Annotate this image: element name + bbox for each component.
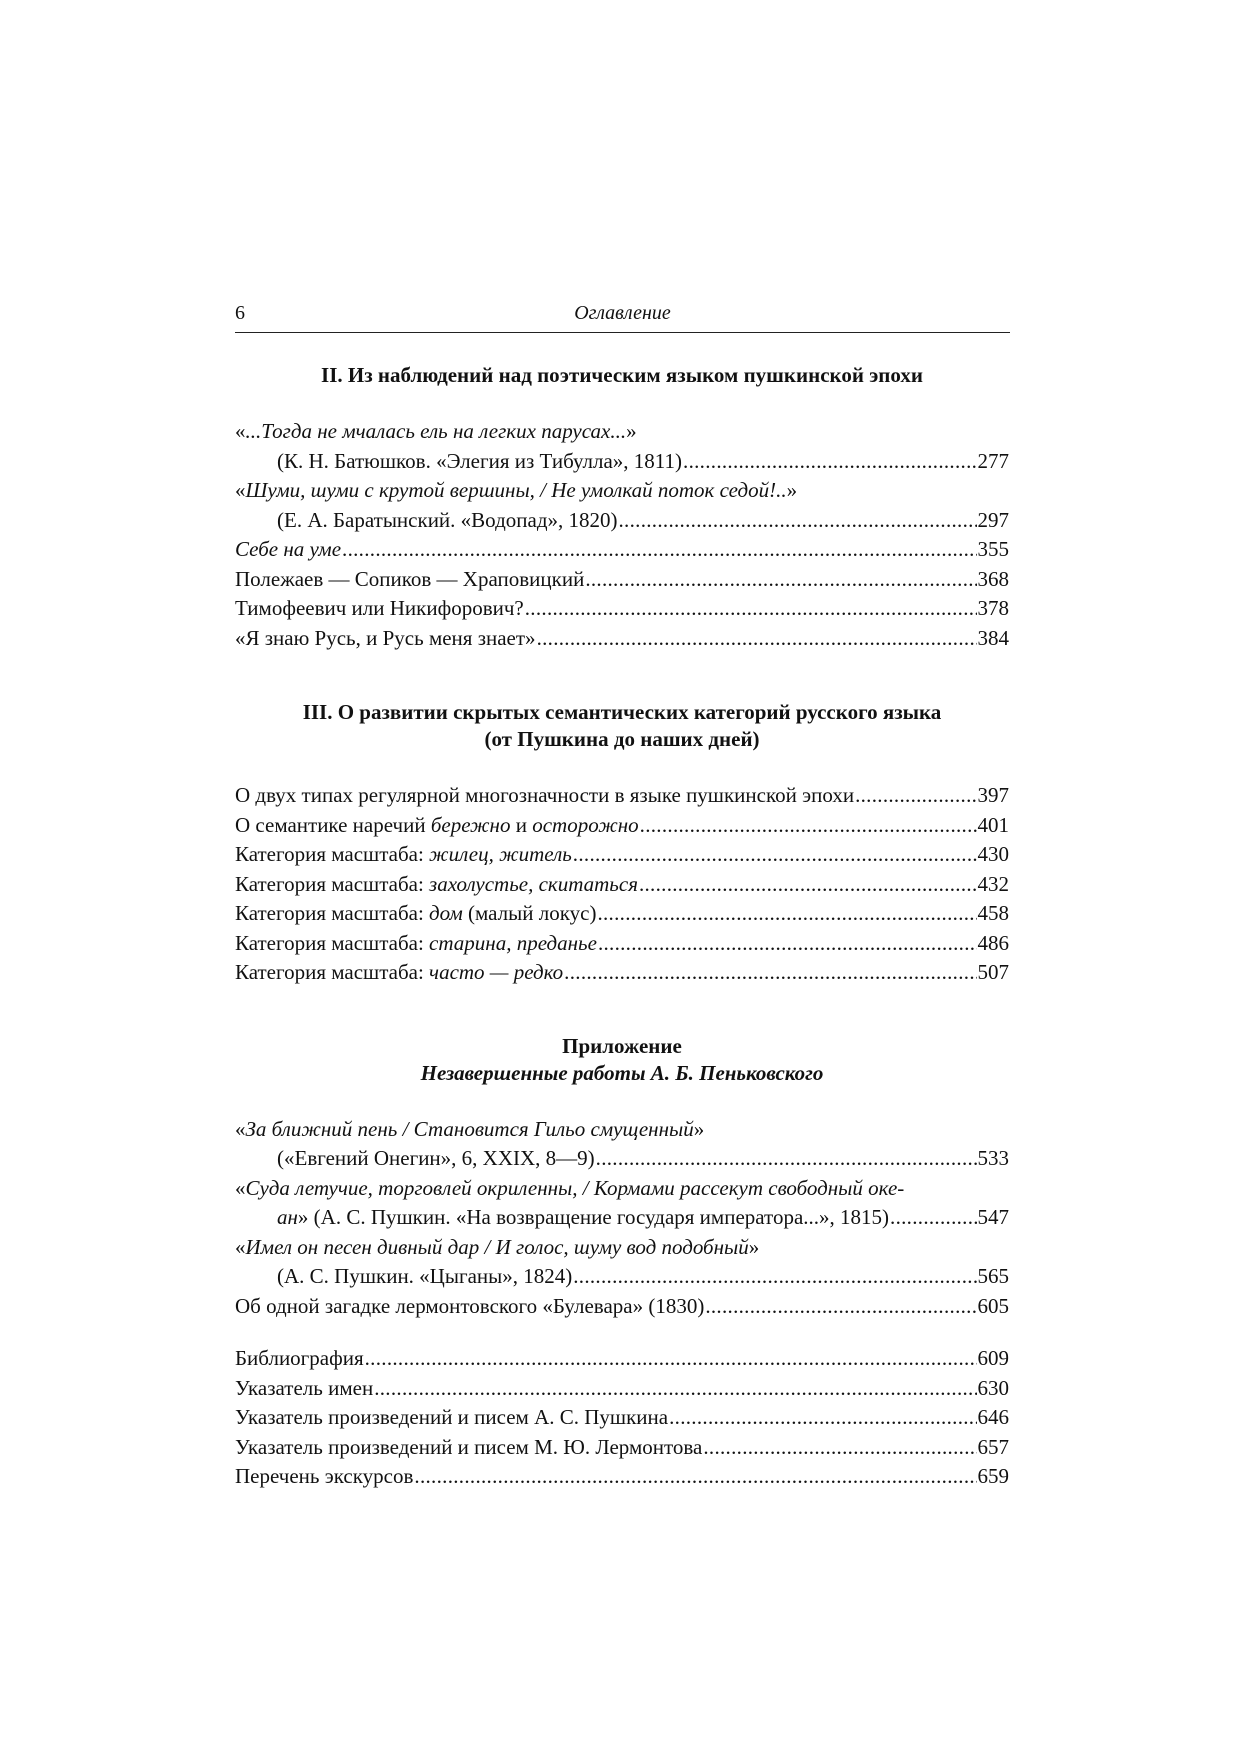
toc-entry[interactable]: Перечень экскурсов ..... 659 xyxy=(235,1462,1009,1492)
toc-entry-quote-line: «За ближний пень / Становится Гильо смущенный» xyxy=(235,1116,705,1141)
toc-entry-quote-line: «Суда летучие, торговлей окриленны, / Кормами рассекут свободный оке- xyxy=(235,1175,905,1200)
toc-entry[interactable]: Категория масштаба: жилец, житель ..... 430 xyxy=(235,840,1009,870)
leader-dots xyxy=(564,958,976,988)
toc-entry-quote-line: «Имел он песен дивный дар / И голос, шуму вод подобный» xyxy=(235,1234,760,1259)
page-ref: 368 xyxy=(977,566,1009,591)
toc-entry[interactable]: (К. Н. Батюшков. «Элегия из Тибулла», 1811) ..... 277 xyxy=(235,447,1009,477)
back-matter xyxy=(235,1344,1009,1492)
page-ref: 547 xyxy=(977,1205,1009,1229)
section-2 xyxy=(235,362,1009,653)
page-ref: 355 xyxy=(977,537,1009,561)
page-ref: 378 xyxy=(977,596,1009,620)
page-ref: 384 xyxy=(977,625,1009,650)
toc-entry[interactable]: Указатель имен ..... 630 xyxy=(235,1374,1009,1404)
page-ref: 397 xyxy=(977,783,1009,807)
section-2-title: II. Из наблюдений над поэтическим языком пушкинской эпохи xyxy=(321,363,923,387)
leader-dots xyxy=(683,447,976,477)
page-ref: 605 xyxy=(977,1293,1009,1318)
page-ref: 430 xyxy=(977,842,1009,866)
toc-entry[interactable]: Библиография ..... 609 xyxy=(235,1344,1009,1374)
toc-entry[interactable]: Указатель произведений и писем М. Ю. Лермонтова ..... 657 xyxy=(235,1433,1009,1463)
section-3 xyxy=(235,699,1009,988)
toc-entry[interactable]: «Я знаю Русь, и Русь меня знает» ..... 384 xyxy=(235,624,1009,654)
table-of-contents xyxy=(235,362,1009,1492)
leader-dots xyxy=(669,1403,976,1433)
section-2-entries xyxy=(235,417,1009,653)
appendix-entries xyxy=(235,1115,1009,1322)
page-ref: 533 xyxy=(977,1146,1009,1170)
leader-dots xyxy=(537,624,977,654)
running-head xyxy=(235,302,1010,333)
section-3-title: III. О развитии скрытых семантических категорий русского языка (от Пушкина до наших дней) xyxy=(302,700,942,751)
section-3-entries xyxy=(235,781,1009,988)
leader-dots xyxy=(374,1374,976,1404)
leader-dots xyxy=(639,870,977,900)
page-ref: 486 xyxy=(977,930,1009,955)
toc-entry[interactable]: О семантике наречий бережно и осторожно ..... 401 xyxy=(235,811,1009,841)
appendix-subtitle: Незавершенные работы А. Б. Пеньковского xyxy=(420,1060,824,1085)
toc-entry[interactable]: Об одной загадке лермонтовского «Булевара» (1830) ..... 605 xyxy=(235,1292,1009,1322)
leader-dots xyxy=(705,1292,976,1322)
running-title: Оглавление xyxy=(574,302,671,324)
page-ref: 646 xyxy=(977,1405,1009,1429)
toc-entry[interactable]: Категория масштаба: часто — редко ..... 507 xyxy=(235,958,1009,988)
leader-dots xyxy=(596,1144,977,1174)
toc-entry[interactable]: («Евгений Онегин», 6, XXIX, 8—9) ..... 533 xyxy=(235,1144,1009,1174)
toc-entry[interactable]: (Е. А. Баратынский. «Водопад», 1820) ..... 297 xyxy=(235,506,1009,536)
page-ref: 458 xyxy=(977,901,1009,925)
page-ref: 507 xyxy=(977,960,1009,984)
toc-entry[interactable]: О двух типах регулярной многозначности в языке пушкинской эпохи ..... 397 xyxy=(235,781,1009,811)
leader-dots xyxy=(525,594,977,624)
leader-dots xyxy=(598,929,977,959)
page-ref: 609 xyxy=(977,1346,1009,1370)
toc-entry[interactable]: (А. С. Пушкин. «Цыганы», 1824) ..... 565 xyxy=(235,1262,1009,1292)
toc-entry[interactable]: Категория масштаба: дом (малый локус) ..... 458 xyxy=(235,899,1009,929)
leader-dots xyxy=(619,506,977,536)
page-ref: 297 xyxy=(977,507,1009,532)
page-ref: 565 xyxy=(977,1264,1009,1288)
toc-entry-quote-line: «Шуми, шуми с крутой вершины, / Не умолкай поток седой!..» xyxy=(235,478,798,502)
leader-dots xyxy=(573,1262,976,1292)
page-ref: 657 xyxy=(977,1434,1009,1459)
toc-entry[interactable]: Себе на уме ..... 355 xyxy=(235,535,1009,565)
appendix xyxy=(235,1033,1009,1322)
toc-entry[interactable]: Полежаев — Сопиков — Храповицкий ..... 368 xyxy=(235,565,1009,595)
toc-entry[interactable]: ан» (А. С. Пушкин. «На возвращение государя императора...», 1815) ..... 547 xyxy=(235,1203,1009,1233)
page-ref: 432 xyxy=(977,871,1009,896)
page-number: 6 xyxy=(235,302,245,324)
page-ref: 277 xyxy=(977,448,1009,473)
leader-dots xyxy=(585,565,976,595)
leader-dots xyxy=(597,899,976,929)
leader-dots xyxy=(573,840,977,870)
toc-entry[interactable]: Категория масштаба: захолустье, скитаться ..... 432 xyxy=(235,870,1009,900)
leader-dots xyxy=(640,811,977,841)
toc-entry[interactable]: Категория масштаба: старина, преданье ..... 486 xyxy=(235,929,1009,959)
leader-dots xyxy=(855,781,976,811)
toc-entry-quote-line: «...Тогда не мчалась ель на легких парусах...» xyxy=(235,419,637,443)
leader-dots xyxy=(703,1433,976,1463)
leader-dots xyxy=(414,1462,976,1492)
page-ref: 659 xyxy=(977,1464,1009,1488)
toc-entry[interactable]: Тимофеевич или Никифорович? ..... 378 xyxy=(235,594,1009,624)
appendix-title: Приложение Незавершенные работы А. Б. Пеньковского xyxy=(235,1033,1009,1087)
leader-dots xyxy=(890,1203,976,1233)
page-ref: 630 xyxy=(977,1375,1009,1400)
leader-dots xyxy=(365,1344,977,1374)
toc-entry[interactable]: Указатель произведений и писем А. С. Пушкина ..... 646 xyxy=(235,1403,1009,1433)
leader-dots xyxy=(342,535,976,565)
back-matter-entries xyxy=(235,1344,1009,1492)
page-ref: 401 xyxy=(977,812,1009,837)
